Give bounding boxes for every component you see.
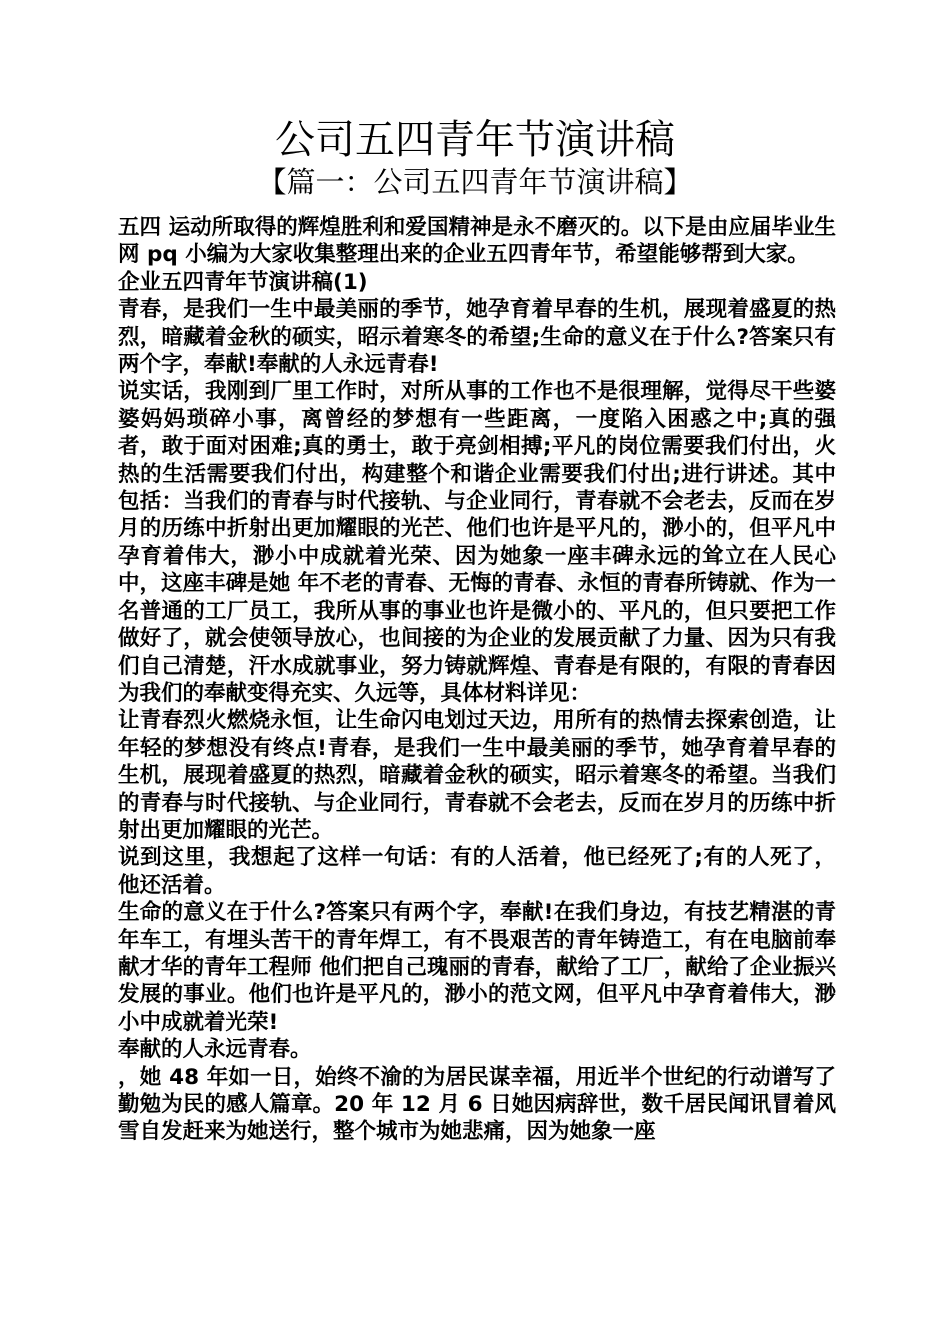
- paragraph: 奉献的人永远青春。: [118, 1037, 312, 1063]
- paragraph: 说实话，我刚到厂里工作时，对所从事的工作也不是很理解，觉得尽干些婆婆妈妈琐碎小事，离曾经的梦想有一些距离，一度陷入困惑之中;真的强者，敢于面对困难;真的勇士，敢于亮剑相搏;平凡的岗位需要我们付出，火热的生活需要我们付出，构建整个和谐企业需要我们付出;进行讲述。其中包括：当我们的青春与时代接轨、与企业同行，青春就不会老去，反而在岁月的历练中折射出更加耀眼的光芒、他们也许是平凡的，渺小的，但平凡中孕育着伟大，渺小中成就着光荣、因为她象一座丰碑永远的耸立在人民心中，这座丰碑是她 年不老的青春、无悔的青春、永恒的青春所铸就、作为一名普通的工厂员工，我所从事的事业也许是微小的、平凡的，但只要把工作做好了，就会使领导放心，也间接的为企业的发展贡献了力量、因为只有我们自己清楚，汗水成就事业，努力铸就辉煌、青春是有限的，有限的青春因为我们的奉献变得充实、久远等，具体材料详见：: [118, 379, 836, 706]
- paragraph-intro: 五四 运动所取得的辉煌胜利和爱国精神是永不磨灭的。以下是由应届毕业生网 pq 小编为大家收集整理出来的企业五四青年节，希望能够帮到大家。: [118, 215, 836, 268]
- paragraph: 青春，是我们一生中最美丽的季节，她孕育着早春的生机，展现着盛夏的热烈，暗藏着金秋的硕实，昭示着寒冬的希望;生命的意义在于什么?答案只有两个字，奉献!奉献的人永远青春!: [118, 297, 836, 378]
- paragraph: 说到这里，我想起了这样一句话：有的人活着，他已经死了;有的人死了，他还活着。: [118, 845, 836, 898]
- document-title: 公司五四青年节演讲稿: [275, 117, 675, 163]
- paragraph: 让青春烈火燃烧永恒，让生命闪电划过天边，用所有的热情去探索创造，让年轻的梦想没有终点!青春，是我们一生中最美丽的季节，她孕育着早春的生机，展现着盛夏的热烈，暗藏着金秋的硕实，昭示着寒冬的希望。当我们的青春与时代接轨、与企业同行，青春就不会老去，反而在岁月的历练中折射出更加耀眼的光芒。: [118, 708, 836, 843]
- document-subtitle: 【篇一：公司五四青年节演讲稿】: [257, 165, 693, 199]
- document-body: [118, 214, 836, 1146]
- section-heading: 企业五四青年节演讲稿(1): [118, 269, 368, 295]
- paragraph: ，她 48 年如一日，始终不渝的为居民谋幸福，用近半个世纪的行动谱写了勤勉为民的感人篇章。20 年 12 月 6 日她因病辞世，数千居民闻讯冒着风雪自发赶来为她送行，整个城市为她悲痛，因为她象一座: [118, 1064, 836, 1145]
- paragraph: 生命的意义在于什么?答案只有两个字，奉献!在我们身边，有技艺精湛的青年车工，有埋头苦干的青年焊工，有不畏艰苦的青年铸造工，有在电脑前奉献才华的青年工程师 他们把自己瑰丽的青春，献给了工厂，献给了企业振兴发展的事业。他们也许是平凡的，渺小的范文网，但平凡中孕育着伟大，渺小中成就着光荣!: [118, 900, 836, 1035]
